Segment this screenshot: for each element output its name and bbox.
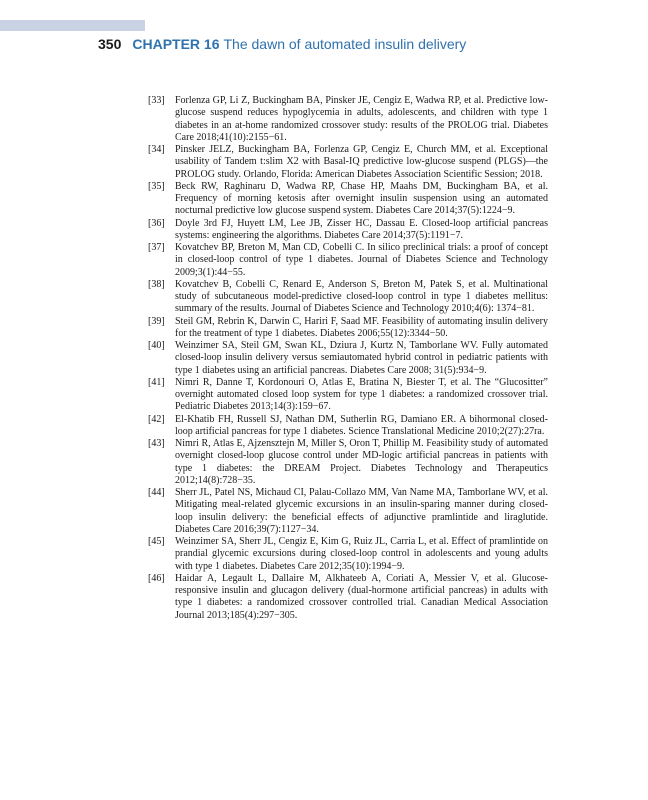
reference-text: Weinzimer SA, Steil GM, Swan KL, Dziura J, Kurtz N, Tamborlane WV. Fully automated closed-loop insulin delivery versus semiautomated hybrid control in pediatric patients with type 1 diabetes using an artificial pancreas. Diabetes Care 2008; 31(5):934−9. — [175, 340, 548, 376]
reference-text: Doyle 3rd FJ, Huyett LM, Lee JB, Zisser HC, Dassau E. Closed-loop artificial pancreas systems: engineering the algorithms. Diabetes Care 2014;37(5):1191−7. — [175, 217, 548, 241]
chapter-label: CHAPTER 16 — [132, 36, 220, 52]
reference-number: [40] — [148, 340, 165, 351]
header-accent-bar — [0, 20, 145, 31]
reference-item — [148, 316, 548, 341]
reference-number: [43] — [148, 438, 165, 449]
reference-item — [148, 414, 548, 439]
reference-text: Sherr JL, Patel NS, Michaud CI, Palau-Collazo MM, Van Name MA, Tamborlane WV, et al. Mitigating meal-related glycemic excursions in an insulin-sparing manner during closed-loop insulin delivery: the beneficial effects of adjunctive pramlintide and liraglutide. Diabetes Care 2016;39(7):1127−34. — [175, 487, 548, 535]
reference-number: [46] — [148, 572, 165, 584]
reference-item — [148, 573, 548, 622]
reference-item — [148, 242, 548, 279]
reference-text: Pinsker JELZ, Buckingham BA, Forlenza GP, Cengiz E, Church MM, et al. Exceptional usability of Tandem t:slim X2 with Basal-IQ predictive low-glucose suspend (PLGS)—the PROLOG study. Orlando, Florida: American Diabetes Association Scientific Session; 2018. — [175, 144, 548, 180]
reference-number: [42] — [148, 413, 165, 425]
reference-text: Nimri R, Danne T, Kordonouri O, Atlas E, Bratina N, Biester T, et al. The “Glucositter” overnight automated closed loop system for type 1 diabetes: a randomized crossover trial. Pediatric Diabetes 2013;14(3):159−67. — [175, 376, 548, 413]
reference-text: Kovatchev B, Cobelli C, Renard E, Anderson S, Breton M, Patek S, et al. Multinational study of subcutaneous model-predictive closed-loop control in type 1 diabetes mellitus: summary of the results. Journal of Diabetes Science and Technology 2010;4(6): 1374−81. — [175, 278, 548, 315]
reference-number: [33] — [148, 95, 165, 106]
reference-item — [148, 536, 548, 573]
reference-number: [39] — [148, 315, 165, 327]
reference-number: [34] — [148, 144, 165, 155]
reference-item — [148, 144, 548, 181]
running-header — [98, 36, 466, 52]
reference-text: Steil GM, Rebrin K, Darwin C, Hariri F, Saad MF. Feasibility of automating insulin delivery for the treatment of type 1 diabetes. Diabetes 2006;55(12):3344−50. — [175, 315, 548, 339]
reference-number: [44] — [148, 487, 165, 498]
reference-text: Nimri R, Atlas E, Ajzensztejn M, Miller S, Oron T, Phillip M. Feasibility study of automated overnight closed-loop glucose control under MD-logic artificial pancreas in patients with type 1 diabetes: the DREAM Project. Diabetes Technology and Therapeutics 2012;14(8):728−35. — [175, 438, 548, 486]
reference-number: [41] — [148, 376, 165, 388]
reference-number: [36] — [148, 217, 165, 229]
reference-item — [148, 218, 548, 243]
reference-text: Kovatchev BP, Breton M, Man CD, Cobelli C. In silico preclinical trials: a proof of concept in closed-loop control of type 1 diabetes. Journal of Diabetes Science and Technology 2009;3(1):44−55. — [175, 242, 548, 278]
reference-item — [148, 279, 548, 316]
reference-text: Haidar A, Legault L, Dallaire M, Alkhateeb A, Coriati A, Messier V, et al. Glucose-responsive insulin and glucagon delivery (dual-hormone artificial pancreas) in adults with type 1 diabetes: a randomized crossover controlled trial. Canadian Medical Association Journal 2013;185(4):297−305. — [175, 572, 548, 621]
reference-list — [148, 95, 548, 622]
reference-item — [148, 487, 548, 536]
reference-number: [45] — [148, 536, 165, 547]
reference-text: Forlenza GP, Li Z, Buckingham BA, Pinsker JE, Cengiz E, Wadwa RP, et al. Predictive low-glucose suspend reduces hypoglycemia in adults, adolescents, and children with type 1 diabetes in an at-home randomized crossover study: results of the PROLOG trial. Diabetes Care 2018;41(10):2155−61. — [175, 95, 548, 143]
reference-text: El-Khatib FH, Russell SJ, Nathan DM, Sutherlin RG, Damiano ER. A bihormonal closed-loop artificial pancreas for type 1 diabetes. Science Translational Medicine 2010;2(27):27ra. — [175, 413, 548, 437]
reference-text: Beck RW, Raghinaru D, Wadwa RP, Chase HP, Maahs DM, Buckingham BA, et al. Frequency of morning ketosis after overnight insulin suspension using an automated nocturnal predictive low glucose suspend system. Diabetes Care 2014;37(5):1224−9. — [175, 180, 548, 217]
chapter-title: The dawn of automated insulin delivery — [223, 36, 467, 52]
reference-number: [35] — [148, 180, 165, 192]
reference-number: [38] — [148, 278, 165, 290]
reference-item — [148, 95, 548, 144]
reference-item — [148, 438, 548, 487]
page-number: 350 — [98, 36, 122, 52]
reference-number: [37] — [148, 242, 165, 253]
reference-text: Weinzimer SA, Sherr JL, Cengiz E, Kim G, Ruiz JL, Carria L, et al. Effect of pramlintide on prandial glycemic excursions during closed-loop control in adolescents and young adults with type 1 diabetes. Diabetes Care 2012;35(10):1994−9. — [175, 536, 548, 572]
reference-item — [148, 377, 548, 414]
reference-item — [148, 181, 548, 218]
reference-item — [148, 340, 548, 377]
